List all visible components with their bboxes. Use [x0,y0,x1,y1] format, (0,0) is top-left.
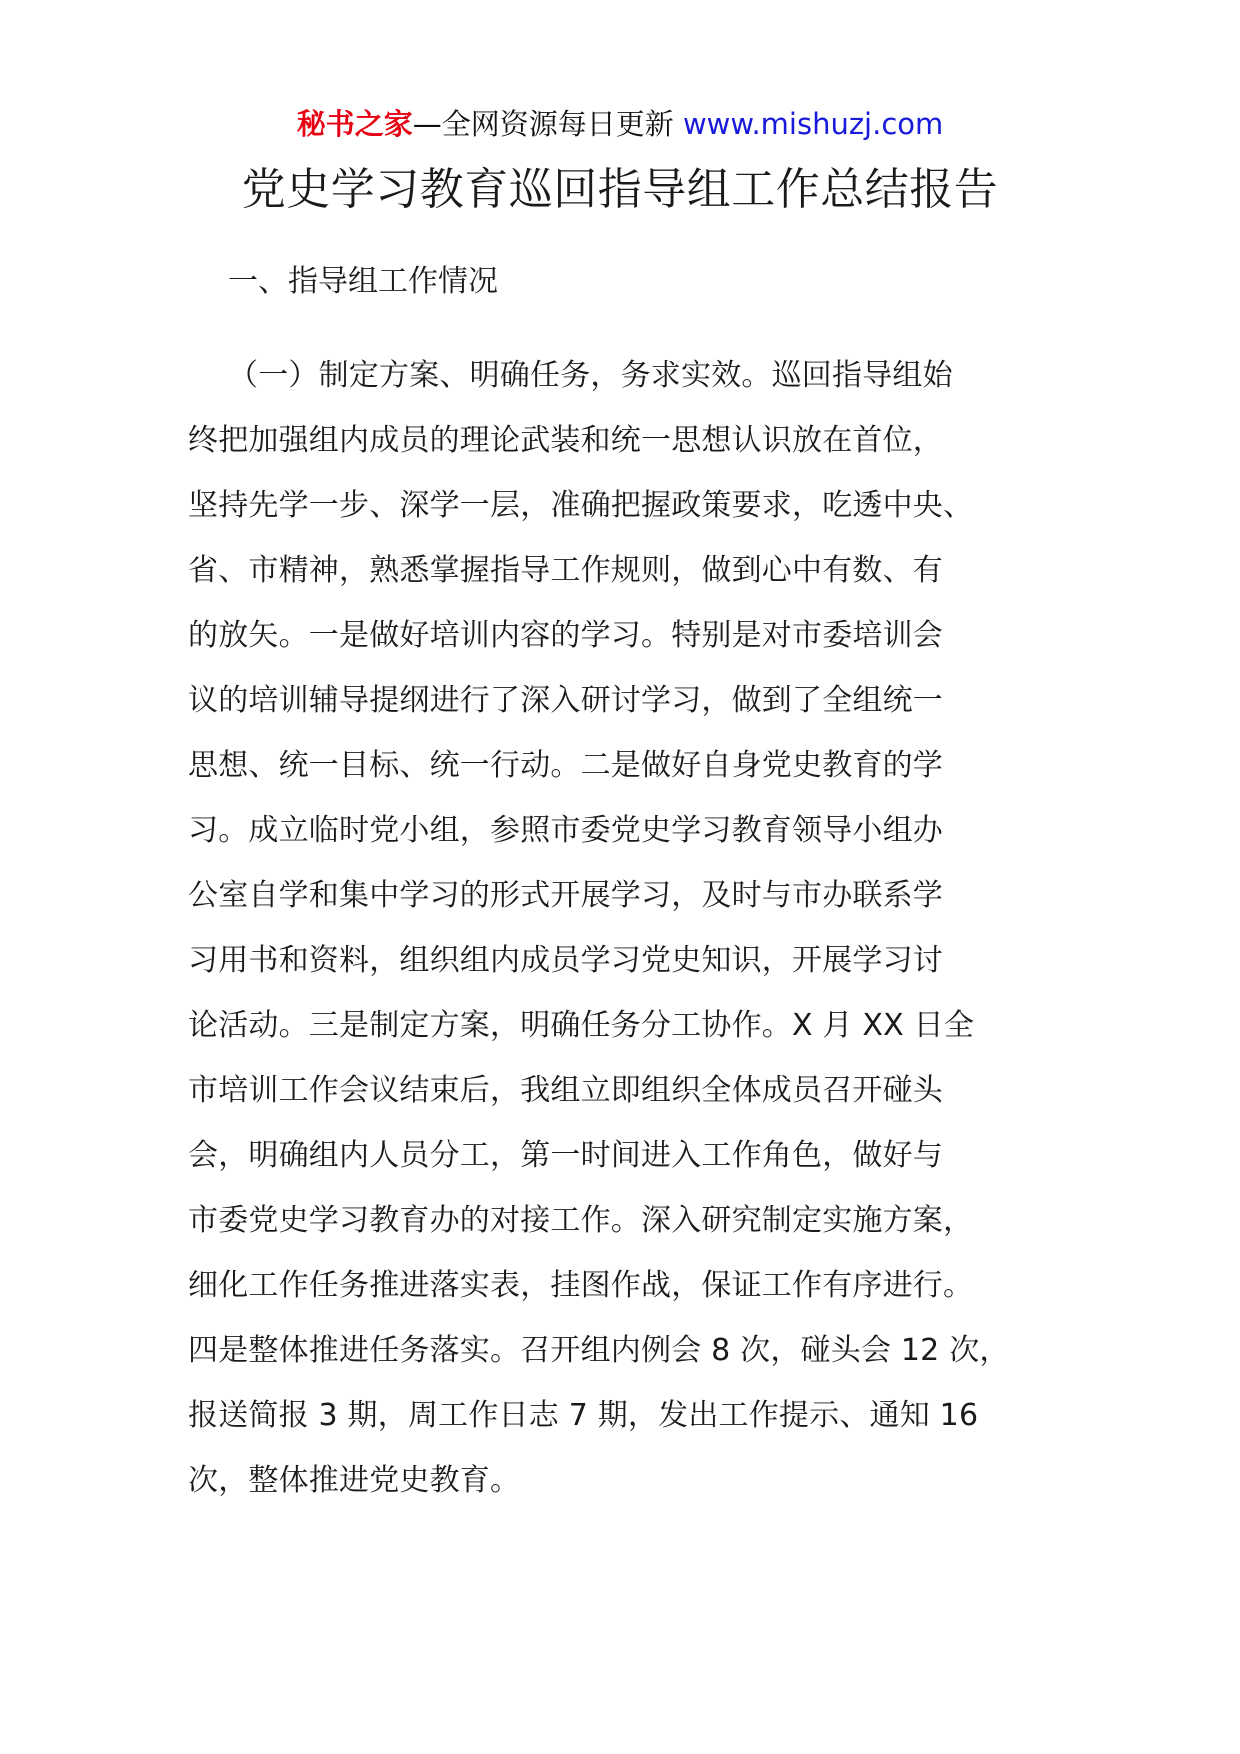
paragraph-line: 思想、统一目标、统一行动。二是做好自身党史教育的学 [188,748,943,783]
paragraph-line: 的放矢。一是做好培训内容的学习。特别是对市委培训会 [188,618,943,653]
paragraph-line: 报送简报 3 期，周工作日志 7 期，发出工作提示、通知 16 [188,1398,979,1433]
brand-name: 秘书之家 [296,107,413,141]
paragraph-line: 坚持先学一步、深学一层，准确把握政策要求，吃透中央、 [188,488,974,523]
site-url-link[interactable]: www.mishuzj.com [682,107,944,141]
site-header [0,104,1240,144]
paragraph-line: 四是整体推进任务落实。召开组内例会 8 次，碰头会 12 次， [188,1333,1010,1368]
paragraph-line: （一）制定方案、明确任务，务求实效。巡回指导组始 [228,358,953,393]
paragraph-line: 次，整体推进党史教育。 [188,1463,521,1498]
paragraph-line: 公室自学和集中学习的形式开展学习，及时与市办联系学 [188,878,943,913]
paragraph-line: 议的培训辅导提纲进行了深入研讨学习，做到了全组统一 [188,683,943,718]
paragraph-line: 省、市精神，熟悉掌握指导工作规则，做到心中有数、有 [188,553,943,588]
paragraph-line: 习用书和资料，组织组内成员学习党史知识，开展学习讨 [188,943,943,978]
section-heading: 一、指导组工作情况 [228,264,498,299]
paragraph-line: 细化工作任务推进落实表，挂图作战，保证工作有序进行。 [188,1268,974,1303]
paragraph-line: 终把加强组内成员的理论武装和统一思想认识放在首位， [188,423,943,458]
paragraph-line: 论活动。三是制定方案，明确任务分工协作。X 月 XX 日全 [188,1008,975,1043]
site-slogan: —全网资源每日更新 [412,107,674,141]
paragraph-line: 会，明确组内人员分工，第一时间进入工作角色，做好与 [188,1138,943,1173]
paragraph-line: 市培训工作会议结束后，我组立即组织全体成员召开碰头 [188,1073,943,1108]
body-paragraph [188,356,1068,1526]
paragraph-line: 习。成立临时党小组，参照市委党史学习教育领导小组办 [188,813,943,848]
document-title: 党史学习教育巡回指导组工作总结报告 [241,164,999,215]
paragraph-line: 市委党史学习教育办的对接工作。深入研究制定实施方案， [188,1203,974,1238]
